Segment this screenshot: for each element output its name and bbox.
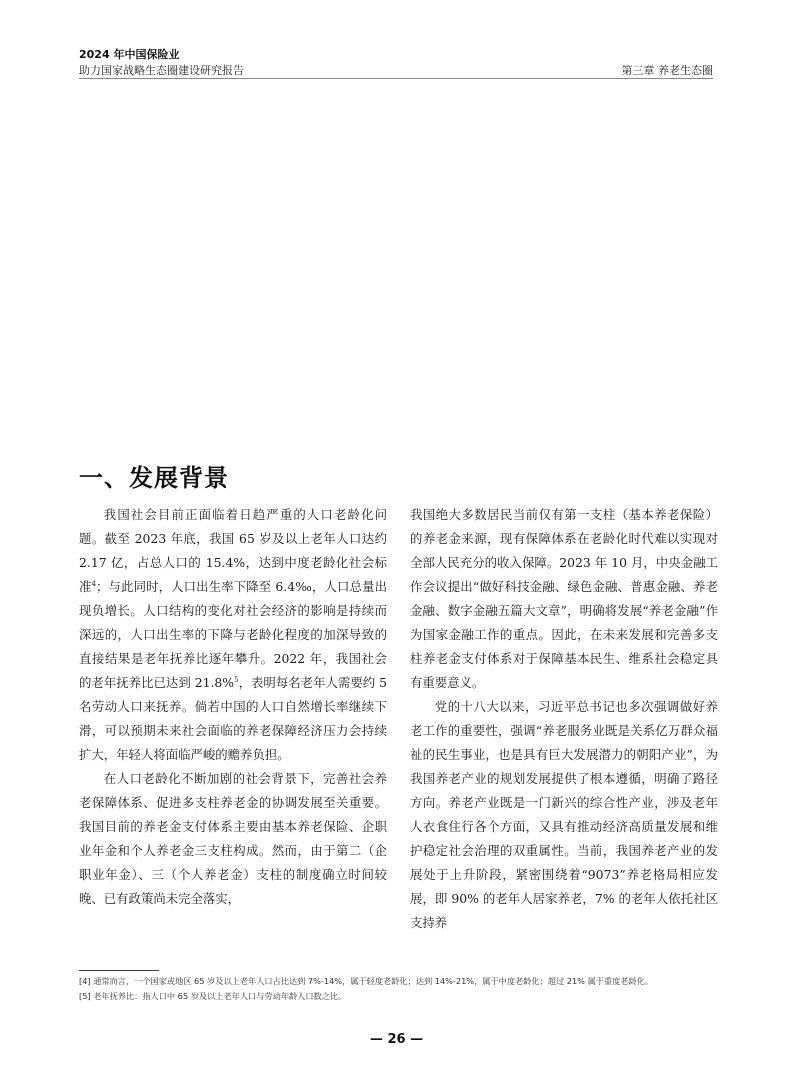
header-divider xyxy=(79,78,713,79)
right-column xyxy=(410,503,718,935)
paragraph-continued: 我国绝大多数居民当前仅有第一支柱（基本养老保险）的养老金来源，现有保障体系在老龄化时代难以实现对全部人民充分的收入保障。2023 年 10 月，中央金融工作会议提出“做好科技金融、绿色金融、普惠金融、养老金融、数字金融五篇大文章”，明确将发展“养老金融”作为国家金融工作的重点。因此，在未来发展和完善多支柱养老金支付体系对于保障基本民生、维系社会稳定具有重要意义。 xyxy=(410,507,718,690)
paragraph-text: ；与此同时，人口出生率下降至 6.4‰，人口总量出现负增长。人口结构的变化对社会经济的影响是持续而深远的，人口出生率的下降与老龄化程度的加深导致的直接结果是老年抚养比逐年攀升。2022 年，我国社会的老年抚养比已达到 21.8% xyxy=(79,579,387,690)
paragraph-text: ，表明每名老年人需要约 5 名劳动人口来抚养。倘若中国的人口自然增长率继续下滑，可以预期未来社会面临的养老保障经济压力会持续扩大，年轻人将面临严峻的赡养负担。 xyxy=(79,675,387,762)
page-number: — 26 — xyxy=(369,1032,424,1047)
paragraph: 在人口老龄化不断加剧的社会背景下，完善社会养老保障体系、促进多支柱养老金的协调发展至关重要。我国目前的养老金支付体系主要由基本养老保险、企职业年金和个人养老金三支柱构成。然而，由于第二（企职业年金）、三（个人养老金）支柱的制度确立时间较晚、已有政策尚未完全落实， xyxy=(79,771,387,906)
footnote-ref-5[interactable]: 5 xyxy=(234,675,239,684)
left-column xyxy=(79,503,387,911)
paragraph-text: 我国社会目前正面临着日趋严重的人口老龄化问题。截至 2023 年底，我国 65 岁及以上老年人口达约 2.17 亿，占总人口的 15.4%，达到中度老龄化社会标准 xyxy=(79,507,387,594)
report-subtitle: 助力国家战略生态圈建设研究报告 xyxy=(79,64,244,77)
footnote-5: [5] 老年抚养比：指人口中 65 岁及以上老年人口与劳动年龄人口数之比。 xyxy=(79,991,347,1001)
paragraph xyxy=(79,503,387,767)
footnote-ref-4[interactable]: 4 xyxy=(91,579,96,588)
footnote-4: [4] 通常而言，一个国家或地区 65 岁及以上老年人口占比达到 7%-14%，属于轻度老龄化；达到 14%-21%，属于中度老龄化；超过 21% 属于重度老龄化。 xyxy=(79,976,654,986)
footnote-divider xyxy=(79,970,159,971)
paragraph: 党的十八大以来，习近平总书记也多次强调做好养老工作的重要性，强调“养老服务业既是关系亿万群众福祉的民生事业，也是具有巨大发展潜力的朝阳产业”，为我国养老产业的规划发展提供了根本遵循，明确了路径方向。养老产业既是一门新兴的综合性产业，涉及老年人衣食住行各个方面，又具有推动经济高质量发展和维护稳定社会治理的双重属性。当前，我国养老产业的发展处于上升阶段，紧密围绕着“9073”养老格局相应发展，即 90% 的老年人居家养老，7% 的老年人依托社区支持养 xyxy=(410,699,718,930)
section-title: 一、发展背景 xyxy=(79,464,229,492)
chapter-label: 第三章 养老生态圈 xyxy=(621,64,713,77)
report-title: 2024 年中国保险业 xyxy=(79,48,180,61)
